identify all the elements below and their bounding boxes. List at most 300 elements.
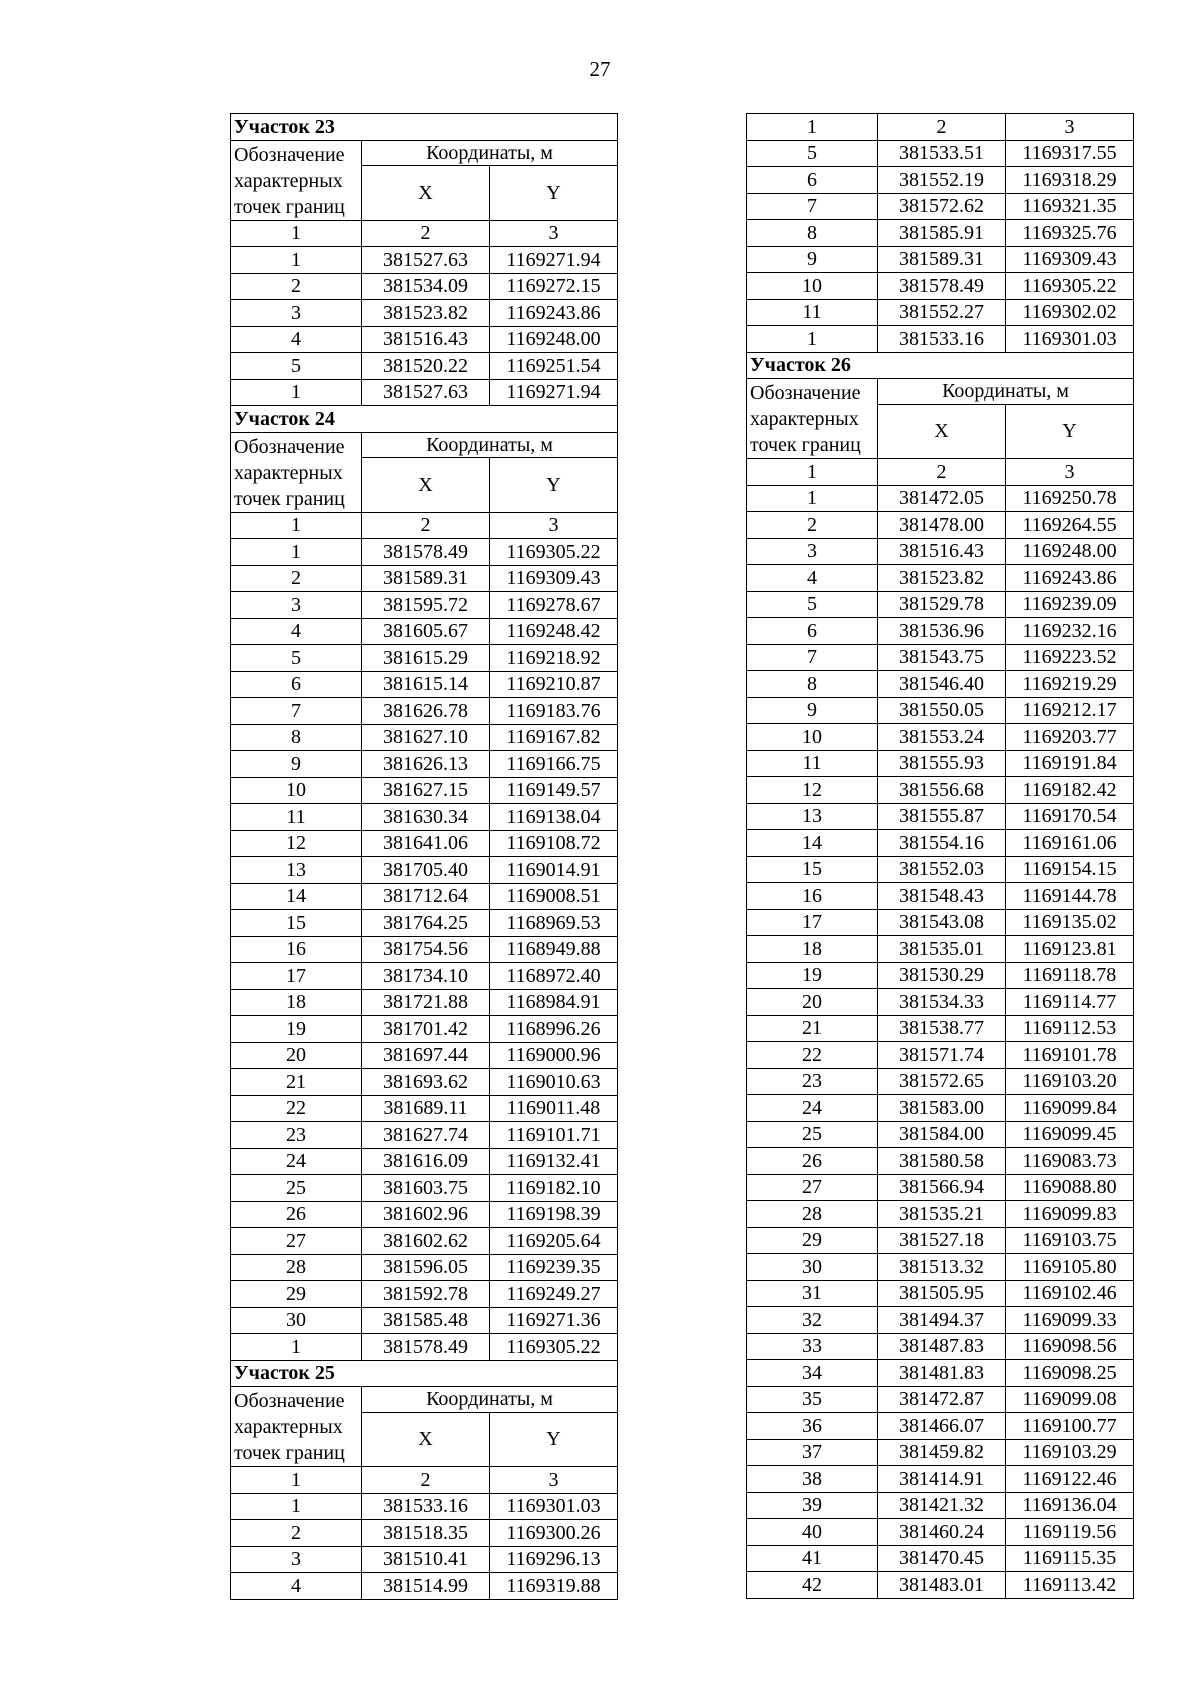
table-row	[231, 645, 618, 672]
point-number-cell: 23	[231, 1122, 362, 1149]
x-coordinate-cell: 381596.05	[362, 1254, 490, 1281]
x-coordinate-cell: 381580.58	[878, 1148, 1006, 1175]
x-coordinate-cell: 381585.48	[362, 1307, 490, 1334]
column-number-1: 1	[231, 220, 362, 247]
column-number-3: 3	[490, 512, 618, 539]
point-number-cell: 10	[231, 777, 362, 804]
point-number-cell: 23	[747, 1068, 878, 1095]
column-number-row	[747, 459, 1134, 486]
x-coordinate-cell: 381589.31	[362, 565, 490, 592]
point-number-cell: 32	[747, 1307, 878, 1334]
y-coordinate-cell: 1169098.56	[1006, 1333, 1134, 1360]
column-number-2: 2	[878, 114, 1006, 141]
point-number-cell: 12	[747, 777, 878, 804]
point-number-cell: 30	[747, 1254, 878, 1281]
table-row	[747, 750, 1134, 777]
y-coordinate-cell: 1169296.13	[490, 1546, 618, 1573]
point-number-cell: 20	[231, 1042, 362, 1069]
column-number-3: 3	[1006, 459, 1134, 486]
point-number-cell: 13	[231, 857, 362, 884]
x-coordinate-cell: 381705.40	[362, 857, 490, 884]
x-coordinate-cell: 381538.77	[878, 1015, 1006, 1042]
section-title: Участок 25	[231, 1360, 618, 1387]
table-row	[231, 1042, 618, 1069]
y-coordinate-cell: 1169239.09	[1006, 591, 1134, 618]
x-coordinate-cell: 381472.05	[878, 485, 1006, 512]
point-number-cell: 7	[747, 644, 878, 671]
point-number-cell: 15	[231, 910, 362, 937]
point-number-cell: 16	[747, 883, 878, 910]
point-number-cell: 4	[231, 618, 362, 645]
y-coordinate-cell: 1169248.00	[1006, 538, 1134, 565]
section-title: Участок 23	[231, 114, 618, 141]
point-number-cell: 3	[231, 300, 362, 327]
y-coordinate-cell: 1169301.03	[1006, 326, 1134, 353]
table-row	[231, 1520, 618, 1547]
header-designation-line: Обозначение	[234, 1390, 345, 1412]
y-coordinate-cell: 1169170.54	[1006, 803, 1134, 830]
table-row	[747, 1174, 1134, 1201]
y-coordinate-cell: 1169317.55	[1006, 140, 1134, 167]
header-row	[747, 379, 1134, 405]
section-title-row	[231, 406, 618, 433]
y-coordinate-cell: 1169138.04	[490, 804, 618, 831]
table-row	[747, 485, 1134, 512]
point-number-cell: 34	[747, 1360, 878, 1387]
point-number-cell: 1	[231, 379, 362, 406]
x-coordinate-cell: 381627.74	[362, 1122, 490, 1149]
table-row	[231, 1016, 618, 1043]
x-coordinate-cell: 381505.95	[878, 1280, 1006, 1307]
x-coordinate-cell: 381583.00	[878, 1095, 1006, 1122]
left-column	[230, 113, 618, 1600]
table-row	[231, 751, 618, 778]
coordinates-table-right	[746, 113, 1134, 1599]
point-number-cell: 1	[231, 247, 362, 274]
header-x: X	[362, 458, 490, 512]
y-coordinate-cell: 1169250.78	[1006, 485, 1134, 512]
y-coordinate-cell: 1169098.25	[1006, 1360, 1134, 1387]
point-number-cell: 25	[747, 1121, 878, 1148]
point-number-cell: 1	[747, 326, 878, 353]
column-number-2: 2	[362, 512, 490, 539]
header-point-designation	[231, 432, 362, 512]
point-number-cell: 1	[231, 539, 362, 566]
table-row	[747, 671, 1134, 698]
x-coordinate-cell: 381630.34	[362, 804, 490, 831]
x-coordinate-cell: 381529.78	[878, 591, 1006, 618]
table-row	[231, 671, 618, 698]
x-coordinate-cell: 381527.18	[878, 1227, 1006, 1254]
y-coordinate-cell: 1169123.81	[1006, 936, 1134, 963]
y-coordinate-cell: 1169088.80	[1006, 1174, 1134, 1201]
table-row	[747, 1254, 1134, 1281]
y-coordinate-cell: 1169014.91	[490, 857, 618, 884]
table-row	[231, 618, 618, 645]
point-number-cell: 30	[231, 1307, 362, 1334]
point-number-cell: 29	[231, 1281, 362, 1308]
table-row	[231, 1201, 618, 1228]
column-number-1: 1	[231, 512, 362, 539]
y-coordinate-cell: 1169099.84	[1006, 1095, 1134, 1122]
x-coordinate-cell: 381478.00	[878, 512, 1006, 539]
table-row	[231, 883, 618, 910]
table-row	[231, 1254, 618, 1281]
column-number-2: 2	[878, 459, 1006, 486]
y-coordinate-cell: 1169167.82	[490, 724, 618, 751]
y-coordinate-cell: 1169305.22	[1006, 273, 1134, 300]
point-number-cell: 6	[747, 618, 878, 645]
table-row	[747, 591, 1134, 618]
point-number-cell: 41	[747, 1545, 878, 1572]
x-coordinate-cell: 381481.83	[878, 1360, 1006, 1387]
point-number-cell: 36	[747, 1413, 878, 1440]
y-coordinate-cell: 1169113.42	[1006, 1572, 1134, 1599]
table-row	[747, 883, 1134, 910]
x-coordinate-cell: 381534.33	[878, 989, 1006, 1016]
header-row	[231, 432, 618, 458]
x-coordinate-cell: 381571.74	[878, 1042, 1006, 1069]
column-number-1: 1	[747, 114, 878, 141]
x-coordinate-cell: 381572.65	[878, 1068, 1006, 1095]
table-row	[231, 300, 618, 327]
x-coordinate-cell: 381764.25	[362, 910, 490, 937]
y-coordinate-cell: 1169305.22	[490, 539, 618, 566]
x-coordinate-cell: 381554.16	[878, 830, 1006, 857]
table-row	[231, 963, 618, 990]
table-row	[747, 1413, 1134, 1440]
table-row	[231, 247, 618, 274]
y-coordinate-cell: 1169182.10	[490, 1175, 618, 1202]
table-row	[747, 1572, 1134, 1599]
x-coordinate-cell: 381693.62	[362, 1069, 490, 1096]
y-coordinate-cell: 1169198.39	[490, 1201, 618, 1228]
table-row	[747, 936, 1134, 963]
point-number-cell: 4	[231, 326, 362, 353]
table-row	[747, 1492, 1134, 1519]
point-number-cell: 5	[747, 140, 878, 167]
point-number-cell: 6	[231, 671, 362, 698]
header-designation-line: Обозначение	[750, 382, 861, 404]
table-row	[231, 379, 618, 406]
x-coordinate-cell: 381534.09	[362, 273, 490, 300]
point-number-cell: 6	[747, 167, 878, 194]
table-row	[747, 167, 1134, 194]
y-coordinate-cell: 1169108.72	[490, 830, 618, 857]
point-number-cell: 10	[747, 724, 878, 751]
table-row	[747, 538, 1134, 565]
header-designation-line: Обозначение	[234, 435, 345, 458]
y-coordinate-cell: 1169135.02	[1006, 909, 1134, 936]
y-coordinate-cell: 1169318.29	[1006, 167, 1134, 194]
point-number-cell: 5	[231, 353, 362, 380]
x-coordinate-cell: 381543.75	[878, 644, 1006, 671]
table-row	[747, 1095, 1134, 1122]
table-row	[747, 989, 1134, 1016]
header-designation-line: Обозначение	[234, 143, 345, 166]
point-number-cell: 24	[231, 1148, 362, 1175]
x-coordinate-cell: 381543.08	[878, 909, 1006, 936]
x-coordinate-cell: 381595.72	[362, 592, 490, 619]
x-coordinate-cell: 381602.62	[362, 1228, 490, 1255]
point-number-cell: 31	[747, 1280, 878, 1307]
point-number-cell: 1	[747, 485, 878, 512]
x-coordinate-cell: 381516.43	[362, 326, 490, 353]
y-coordinate-cell: 1169008.51	[490, 883, 618, 910]
point-number-cell: 1	[231, 1493, 362, 1520]
table-row	[231, 565, 618, 592]
table-row	[747, 299, 1134, 326]
x-coordinate-cell: 381555.87	[878, 803, 1006, 830]
x-coordinate-cell: 381615.29	[362, 645, 490, 672]
x-coordinate-cell: 381585.91	[878, 220, 1006, 247]
table-row	[747, 512, 1134, 539]
x-coordinate-cell: 381514.99	[362, 1573, 490, 1600]
y-coordinate-cell: 1169305.22	[490, 1334, 618, 1361]
table-row	[231, 592, 618, 619]
x-coordinate-cell: 381483.01	[878, 1572, 1006, 1599]
point-number-cell: 27	[231, 1228, 362, 1255]
header-designation-line: точек границ	[234, 195, 345, 218]
point-number-cell: 3	[231, 1546, 362, 1573]
y-coordinate-cell: 1169301.03	[490, 1493, 618, 1520]
table-row	[747, 1333, 1134, 1360]
table-row	[747, 1307, 1134, 1334]
y-coordinate-cell: 1169112.53	[1006, 1015, 1134, 1042]
x-coordinate-cell: 381516.43	[878, 538, 1006, 565]
x-coordinate-cell: 381605.67	[362, 618, 490, 645]
table-row	[747, 1015, 1134, 1042]
x-coordinate-cell: 381487.83	[878, 1333, 1006, 1360]
point-number-cell: 17	[231, 963, 362, 990]
point-number-cell: 15	[747, 856, 878, 883]
point-number-cell: 26	[231, 1201, 362, 1228]
table-row	[747, 1042, 1134, 1069]
header-y: Y	[1006, 404, 1134, 458]
point-number-cell: 7	[747, 193, 878, 220]
column-number-1: 1	[747, 459, 878, 486]
y-coordinate-cell: 1169154.15	[1006, 856, 1134, 883]
x-coordinate-cell: 381697.44	[362, 1042, 490, 1069]
x-coordinate-cell: 381552.03	[878, 856, 1006, 883]
table-row	[231, 830, 618, 857]
table-row	[231, 698, 618, 725]
y-coordinate-cell: 1169083.73	[1006, 1148, 1134, 1175]
table-row	[747, 1360, 1134, 1387]
point-number-cell: 5	[747, 591, 878, 618]
x-coordinate-cell: 381589.31	[878, 246, 1006, 273]
point-number-cell: 20	[747, 989, 878, 1016]
table-row	[231, 1307, 618, 1334]
point-number-cell: 24	[747, 1095, 878, 1122]
section-title-row	[231, 1360, 618, 1387]
x-coordinate-cell: 381712.64	[362, 883, 490, 910]
point-number-cell: 10	[747, 273, 878, 300]
column-number-2: 2	[362, 1467, 490, 1494]
table-row	[231, 1228, 618, 1255]
x-coordinate-cell: 381553.24	[878, 724, 1006, 751]
y-coordinate-cell: 1168949.88	[490, 936, 618, 963]
table-row	[231, 1281, 618, 1308]
y-coordinate-cell: 1169122.46	[1006, 1466, 1134, 1493]
section-title-row	[747, 352, 1134, 379]
x-coordinate-cell: 381472.87	[878, 1386, 1006, 1413]
table-row	[231, 1334, 618, 1361]
header-point-designation	[747, 379, 878, 459]
page-number: 27	[589, 57, 611, 81]
y-coordinate-cell: 1169114.77	[1006, 989, 1134, 1016]
y-coordinate-cell: 1169319.88	[490, 1573, 618, 1600]
table-row	[747, 618, 1134, 645]
y-coordinate-cell: 1169132.41	[490, 1148, 618, 1175]
y-coordinate-cell: 1169251.54	[490, 353, 618, 380]
y-coordinate-cell: 1169119.56	[1006, 1519, 1134, 1546]
x-coordinate-cell: 381615.14	[362, 671, 490, 698]
header-coordinates: Координаты, м	[362, 432, 618, 458]
y-coordinate-cell: 1169000.96	[490, 1042, 618, 1069]
column-number-row	[231, 1467, 618, 1494]
x-coordinate-cell: 381533.51	[878, 140, 1006, 167]
x-coordinate-cell: 381641.06	[362, 830, 490, 857]
table-row	[747, 962, 1134, 989]
x-coordinate-cell: 381523.82	[878, 565, 1006, 592]
table-row	[231, 857, 618, 884]
header-designation-line: характерных	[234, 1416, 343, 1438]
point-number-cell: 11	[747, 750, 878, 777]
table-row	[747, 1466, 1134, 1493]
y-coordinate-cell: 1169205.64	[490, 1228, 618, 1255]
y-coordinate-cell: 1169099.08	[1006, 1386, 1134, 1413]
y-coordinate-cell: 1169103.20	[1006, 1068, 1134, 1095]
point-number-cell: 9	[747, 697, 878, 724]
point-number-cell: 2	[747, 512, 878, 539]
table-row	[747, 1386, 1134, 1413]
table-row	[747, 644, 1134, 671]
y-coordinate-cell: 1169136.04	[1006, 1492, 1134, 1519]
x-coordinate-cell: 381533.16	[362, 1493, 490, 1520]
point-number-cell: 38	[747, 1466, 878, 1493]
y-coordinate-cell: 1169309.43	[1006, 246, 1134, 273]
point-number-cell: 19	[231, 1016, 362, 1043]
x-coordinate-cell: 381578.49	[362, 1334, 490, 1361]
table-row	[747, 724, 1134, 751]
point-number-cell: 17	[747, 909, 878, 936]
header-designation-line: точек границ	[234, 1442, 345, 1464]
y-coordinate-cell: 1169103.29	[1006, 1439, 1134, 1466]
point-number-cell: 28	[747, 1201, 878, 1228]
x-coordinate-cell: 381470.45	[878, 1545, 1006, 1572]
x-coordinate-cell: 381754.56	[362, 936, 490, 963]
y-coordinate-cell: 1169271.36	[490, 1307, 618, 1334]
y-coordinate-cell: 1169249.27	[490, 1281, 618, 1308]
x-coordinate-cell: 381518.35	[362, 1520, 490, 1547]
y-coordinate-cell: 1169271.94	[490, 379, 618, 406]
header-designation-line: характерных	[234, 461, 343, 484]
table-row	[231, 936, 618, 963]
header-x: X	[362, 1412, 490, 1466]
x-coordinate-cell: 381535.01	[878, 936, 1006, 963]
point-number-cell: 37	[747, 1439, 878, 1466]
column-number-1: 1	[231, 1467, 362, 1494]
point-number-cell: 21	[231, 1069, 362, 1096]
y-coordinate-cell: 1169105.80	[1006, 1254, 1134, 1281]
x-coordinate-cell: 381627.10	[362, 724, 490, 751]
table-row	[231, 910, 618, 937]
y-coordinate-cell: 1169191.84	[1006, 750, 1134, 777]
y-coordinate-cell: 1169223.52	[1006, 644, 1134, 671]
point-number-cell: 8	[231, 724, 362, 751]
point-number-cell: 8	[747, 671, 878, 698]
table-row	[747, 1280, 1134, 1307]
y-coordinate-cell: 1169232.16	[1006, 618, 1134, 645]
point-number-cell: 16	[231, 936, 362, 963]
table-row	[747, 909, 1134, 936]
x-coordinate-cell: 381603.75	[362, 1175, 490, 1202]
column-number-3: 3	[1006, 114, 1134, 141]
table-row	[231, 989, 618, 1016]
x-coordinate-cell: 381627.15	[362, 777, 490, 804]
y-coordinate-cell: 1169149.57	[490, 777, 618, 804]
x-coordinate-cell: 381552.19	[878, 167, 1006, 194]
y-coordinate-cell: 1169302.02	[1006, 299, 1134, 326]
x-coordinate-cell: 381550.05	[878, 697, 1006, 724]
x-coordinate-cell: 381566.94	[878, 1174, 1006, 1201]
point-number-cell: 11	[747, 299, 878, 326]
table-row	[231, 1493, 618, 1520]
section-title-row	[231, 114, 618, 141]
x-coordinate-cell: 381578.49	[362, 539, 490, 566]
table-row	[747, 803, 1134, 830]
table-row	[747, 856, 1134, 883]
x-coordinate-cell: 381592.78	[362, 1281, 490, 1308]
header-coordinates: Координаты, м	[362, 1387, 618, 1413]
table-row	[747, 220, 1134, 247]
point-number-cell: 13	[747, 803, 878, 830]
point-number-cell: 28	[231, 1254, 362, 1281]
y-coordinate-cell: 1169011.48	[490, 1095, 618, 1122]
x-coordinate-cell: 381616.09	[362, 1148, 490, 1175]
y-coordinate-cell: 1169118.78	[1006, 962, 1134, 989]
table-row	[747, 1121, 1134, 1148]
y-coordinate-cell: 1169218.92	[490, 645, 618, 672]
point-number-cell: 18	[231, 989, 362, 1016]
point-number-cell: 2	[231, 273, 362, 300]
point-number-cell: 29	[747, 1227, 878, 1254]
table-row	[231, 1069, 618, 1096]
point-number-cell: 14	[231, 883, 362, 910]
header-designation-line: характерных	[234, 169, 343, 192]
table-row	[747, 830, 1134, 857]
x-coordinate-cell: 381533.16	[878, 326, 1006, 353]
table-row	[231, 724, 618, 751]
column-number-row	[747, 114, 1134, 141]
x-coordinate-cell: 381520.22	[362, 353, 490, 380]
table-row	[231, 273, 618, 300]
point-number-cell: 3	[231, 592, 362, 619]
x-coordinate-cell: 381513.32	[878, 1254, 1006, 1281]
point-number-cell: 11	[231, 804, 362, 831]
table-row	[231, 1095, 618, 1122]
x-coordinate-cell: 381414.91	[878, 1466, 1006, 1493]
y-coordinate-cell: 1169212.17	[1006, 697, 1134, 724]
point-number-cell: 39	[747, 1492, 878, 1519]
y-coordinate-cell: 1169101.71	[490, 1122, 618, 1149]
table-row	[231, 1573, 618, 1600]
x-coordinate-cell: 381572.62	[878, 193, 1006, 220]
header-point-designation	[231, 1387, 362, 1467]
y-coordinate-cell: 1169099.45	[1006, 1121, 1134, 1148]
y-coordinate-cell: 1168972.40	[490, 963, 618, 990]
